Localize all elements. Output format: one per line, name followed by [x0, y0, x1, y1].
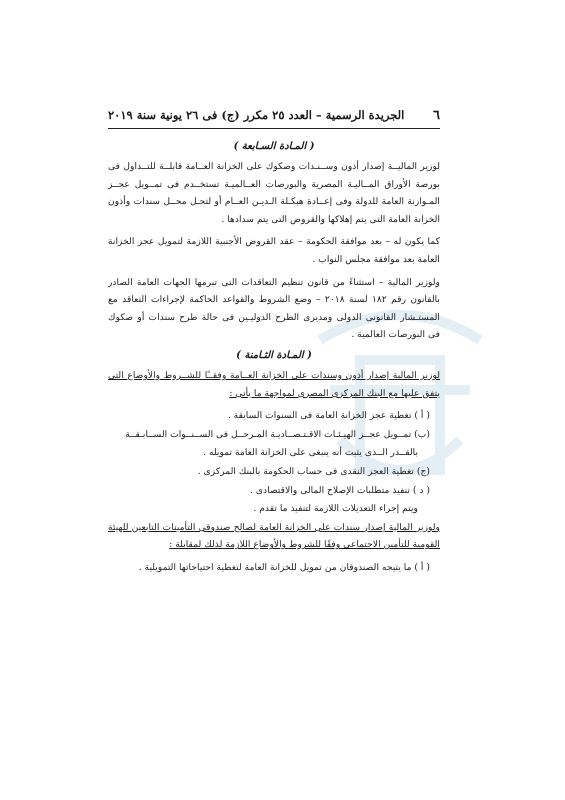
- article-8-closing: ويتم إجراء التعديلات اللازمة لتنفيذ ما تقدم .: [253, 503, 418, 515]
- article-7-paragraph: لوزير الماليــة إصدار أذون وســنـدات وصكوك على الخزانة العــامة قابلــة للتــداول فى بورصة الأوراق المــاليـة المصرية والبورصات العــالميـة تستخــدم فى تمــويل عجــز المـوازنة العامة للدولة وفى إعــادة هيكـلة الـديـن العــام أو لتحـل محــل سندات وأذون الخزانة العامة التى يتم إهلاكها والقروض التى يتم سدادها .: [108, 161, 440, 225]
- article-7-paragraph: ولوزير المالية – استثناءً من قانون تنظيم التعاقدات التى تبرمها الجهات العامة الصادر بالقانون رقم ١٨٢ لسنة ٢٠١٨ – وضع الشروط والقواعد الحاكمة لإجراءات التعاقد مع المستـشار القانونى الدولى ومديرى الطرح الدوليـين فى حالة طرح سندات أو صكوك فى البورصات العالمية .: [108, 276, 440, 341]
- list-item: ( د ) تنفيذ متطلبات الإصلاح المالى والاقتصادى .: [250, 484, 430, 496]
- list-item: ( أ ) تغطية عجز الخزانة العامة فى السنوات السابقة .: [227, 410, 430, 422]
- page-header: [108, 108, 440, 129]
- article-8-intro: لوزير المالية إصدار أذون وسندات على الخزانة العــامة وفقــًا للشــروط والأوضاع التى يتفق عليها مع البنك المركزى المصرى لمواجهة ما يأتى :: [108, 369, 440, 399]
- article-8-paragraph: ولوزير المالية إصدار سندات على الخزانة العامة لصالح صندوقى التأمينات التابعين للهيئة القومية للتأمين الاجتماعى وفقًا للشروط والأوضاع اللازمة لذلك لمقابلة :: [108, 521, 440, 551]
- article-8-title: ( المـادة الثـامنة ): [236, 349, 312, 361]
- list-item: ( أ ) ما يتيحه الصندوقان من تمويل للخزانة العامة لتغطية احتياجاتها التمويلية .: [138, 561, 430, 573]
- article-7-title: ( المـادة السـابعة ): [233, 141, 315, 152]
- list-item: بالقــدر الــذى يثبت أنه ينبغى على الخزانة العامة تمويله .: [203, 447, 418, 459]
- gazette-title: الجريدة الرسمية – العدد ٢٥ مكرر (ج) فى ٢٦ يونية سنة ٢٠١٩: [108, 108, 405, 122]
- page-number: ٦: [433, 108, 440, 123]
- article-7-paragraph: كما يكون له – بعد موافقة الحكومة – عقد القروض الأجنبية اللازمة لتمويل عجز الخزانة العامة بعد موافقة مجلس النواب .: [108, 236, 440, 265]
- list-item: (ج) تغطية العجز النقدى فى حساب الحكومة بالبنك المركزى .: [197, 465, 430, 477]
- gazette-page: [108, 108, 440, 577]
- list-item: (ب) تمــويل عجــز الهيـئـات الاقـتـصــاديـة المـرحــل فى الســنــوات الســابـقــة: [125, 428, 430, 440]
